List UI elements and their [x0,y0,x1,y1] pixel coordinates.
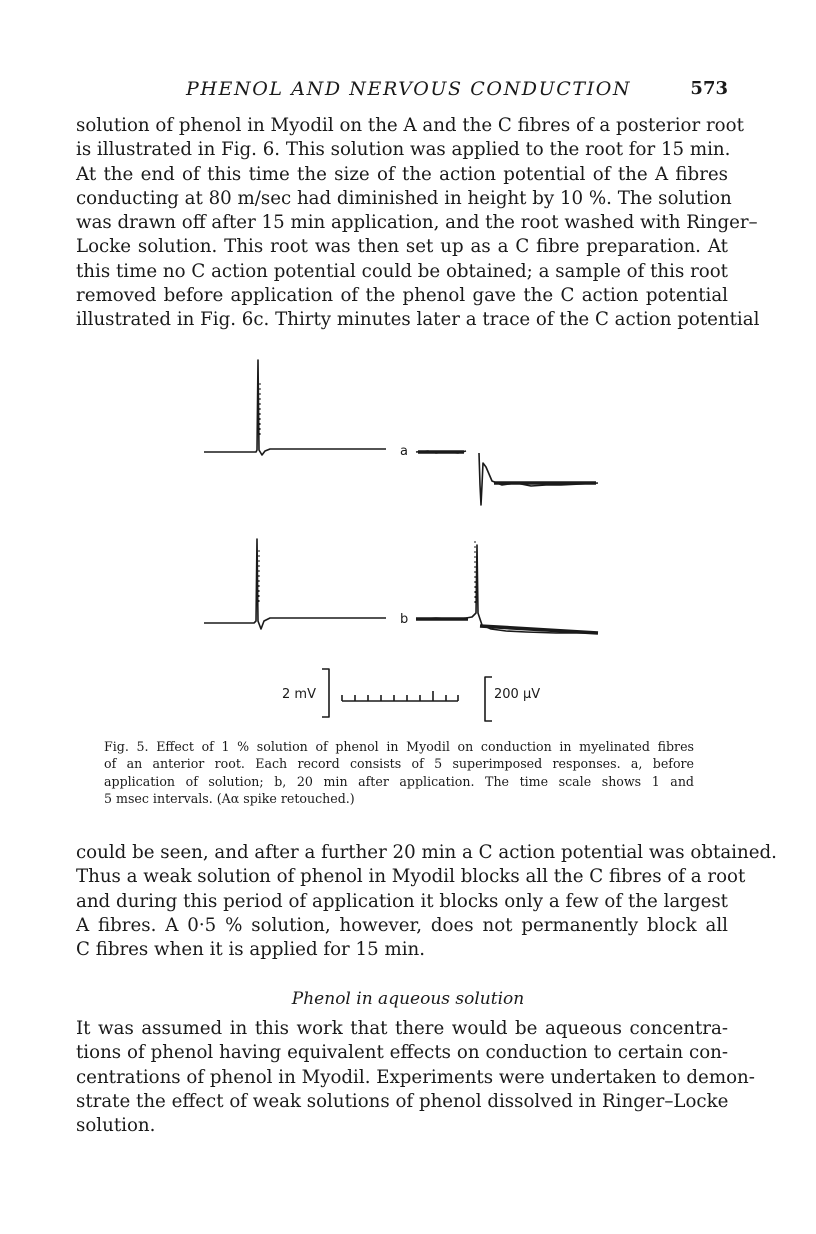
figure-5 [196,355,616,735]
scale-right-label: 200 µV [494,687,541,702]
scale-bar-uv [485,677,492,721]
caption-line: 5 msec intervals. (Aα spike retouched.) [104,791,355,807]
page-number: 573 [690,78,728,99]
scale-bar-mv [322,669,329,717]
text-line: is illustrated in Fig. 6. This solution was applied to the root for 15 min. [76,139,731,161]
scale-left-label: 2 mV [282,687,316,702]
text-line: Thus a weak solution of phenol in Myodil blocks all the C fibres of a root [76,866,746,888]
text-line: and during this period of application it blocks only a few of the largest [76,890,728,912]
time-scale [342,691,458,701]
caption-line: application of solution; b, 20 min after application. The time scale shows 1 and [104,773,694,789]
text-line: solution. [76,1115,156,1137]
text-line: removed before application of the phenol gave the C action potential [76,285,728,307]
running-head [76,78,728,104]
text-line: Locke solution. This root was then set up as a C fibre preparation. At [76,236,728,258]
text-line: this time no C action potential could be obtained; a sample of this root [76,260,728,282]
trace-a-right [416,451,598,505]
caption-line: Fig. 5. Effect of 1 % solution of phenol in Myodil on conduction in myelinated fibres [104,739,694,754]
text-line: could be seen, and after a further 20 min a C action potential was obtained. [76,842,777,863]
body-paragraph [76,841,777,962]
text-line: At the end of this time the size of the action potential of the A fibres [76,163,728,185]
text-line: solution of phenol in Myodil on the A and the C fibres of a posterior root [76,115,744,136]
text-line: It was assumed in this work that there would be aqueous concentra- [76,1018,728,1039]
trace-a-label: a [400,444,408,459]
text-line: strate the effect of weak solutions of phenol dissolved in Ringer–Locke [76,1090,729,1112]
trace-a-left [204,360,386,455]
body-paragraph [76,114,760,333]
text-line: A fibres. A 0·5 % solution, however, does not permanently block all [76,914,728,936]
caption-line: of an anterior root. Each record consists of 5 superimposed responses. a, before [104,756,694,772]
text-line: tions of phenol having equivalent effects on conduction to certain con- [76,1042,728,1064]
running-title: PHENOL AND NERVOUS CONDUCTION [186,78,632,100]
text-line: C fibres when it is applied for 15 min. [76,939,426,961]
text-line: centrations of phenol in Myodil. Experiments were undertaken to demon- [76,1066,755,1088]
text-line: was drawn off after 15 min application, and the root washed with Ringer– [76,212,758,234]
text-line: conducting at 80 m/sec had diminished in height by 10 %. The solution [76,187,732,209]
trace-b-left [204,539,386,629]
body-paragraph [76,1017,755,1138]
trace-b-label: b [400,612,409,627]
oscilloscope-records [196,355,616,735]
text-line: illustrated in Fig. 6c. Thirty minutes later a trace of the C action potential [76,309,760,331]
section-heading: Phenol in aqueous solution [291,989,525,1009]
figure-caption [104,738,694,808]
trace-a-right-thick [418,452,596,483]
